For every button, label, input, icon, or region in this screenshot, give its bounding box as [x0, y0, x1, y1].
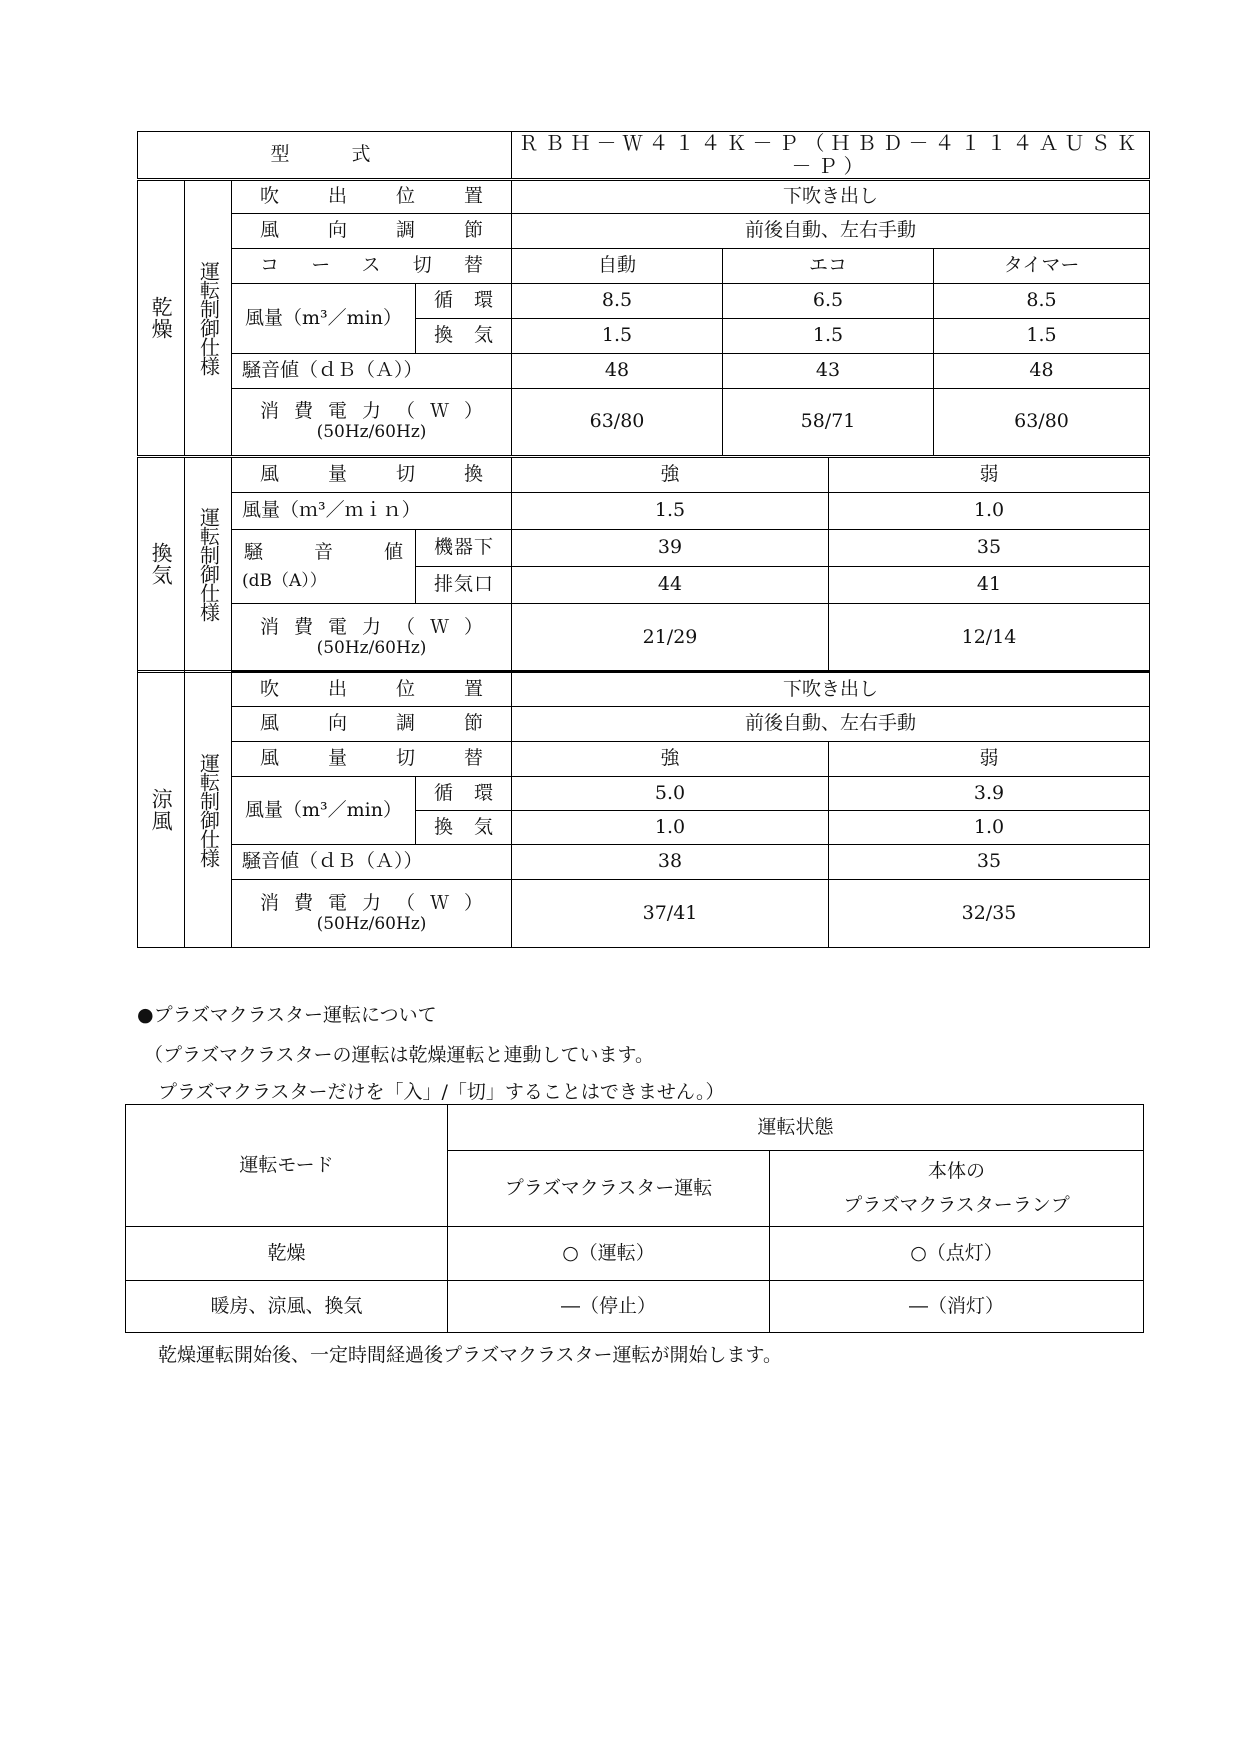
cool-vent-label: 換 気 [416, 811, 512, 845]
dry-power-value: 63/80 [512, 389, 723, 457]
dry-circ-value: 6.5 [723, 284, 934, 319]
cool-direction-value: 前後自動、左右手動 [512, 707, 1150, 742]
vent-below-label: 機器下 [416, 530, 512, 567]
vent-noise-unit: (dB（A）） [242, 570, 327, 591]
cool-vent-value: 1.0 [829, 811, 1150, 845]
cool-volume-switch-label: 風量切替 [232, 742, 512, 777]
cool-control-label: 運転制御仕様 [185, 672, 232, 948]
vent-power-label: 消費電力（Ｗ） [260, 615, 484, 638]
vent-mode-strong: 強 [512, 457, 829, 493]
plasma-state-header: 運転状態 [448, 1105, 1144, 1151]
dry-power-label-cell [232, 389, 512, 457]
plasma-row-lamp: ―（消灯） [770, 1281, 1144, 1333]
cool-airflow-label: 風量（m³／min） [232, 777, 416, 845]
cool-power-label: 消費電力（Ｗ） [260, 891, 484, 914]
vent-volume-switch-label: 風量切換 [232, 457, 512, 493]
vent-exhaust-value: 41 [829, 567, 1150, 604]
cool-outlet-label: 吹出位置 [232, 672, 512, 707]
plasma-lamp-header-line1: 本体の [928, 1159, 986, 1182]
dry-circ-label: 循 環 [416, 284, 512, 319]
vent-airflow-value: 1.5 [512, 493, 829, 530]
cool-circ-value: 3.9 [829, 777, 1150, 811]
model-label: 型 式 [138, 132, 512, 180]
dry-circ-value: 8.5 [934, 284, 1150, 319]
vent-airflow-value: 1.0 [829, 493, 1150, 530]
cool-outlet-value: 下吹き出し [512, 672, 1150, 707]
plasma-row-lamp: ○（点灯） [770, 1227, 1144, 1281]
dry-circ-value: 8.5 [512, 284, 723, 319]
dry-power-value: 58/71 [723, 389, 934, 457]
cool-noise-label: 騒音値（ｄＢ（Ａ）） [232, 845, 512, 880]
plasma-row-op: ○（運転） [448, 1227, 770, 1281]
plasma-footer-note: 乾燥運転開始後、一定時間経過後プラズマクラスター運転が開始します。 [158, 1344, 782, 1366]
plasma-lamp-header-cell [770, 1151, 1144, 1227]
vent-exhaust-label: 排気口 [416, 567, 512, 604]
dry-power-label: 消費電力（Ｗ） [260, 400, 484, 423]
cool-noise-value: 35 [829, 845, 1150, 880]
dry-vent-value: 1.5 [512, 319, 723, 354]
dry-outlet-value: 下吹き出し [512, 180, 1150, 214]
vent-power-value: 21/29 [512, 604, 829, 672]
spec-table [137, 131, 1150, 948]
table-row [126, 1281, 1144, 1333]
vent-airflow-label: 風量（ｍ³／ｍｉｎ） [232, 493, 512, 530]
vent-power-hz: (50Hz/60Hz) [316, 637, 427, 658]
dry-vent-value: 1.5 [934, 319, 1150, 354]
dry-vent-value: 1.5 [723, 319, 934, 354]
dry-course-eco: エコ [723, 249, 934, 284]
vent-control-label: 運転制御仕様 [185, 457, 232, 672]
plasma-table [125, 1104, 1144, 1333]
plasma-row-mode: 乾燥 [126, 1227, 448, 1281]
cool-mode-weak: 弱 [829, 742, 1150, 777]
vent-mode-weak: 弱 [829, 457, 1150, 493]
plasma-heading: ●プラズマクラスター運転について [137, 1004, 437, 1026]
vent-noise-label: 騒 音 値 [244, 540, 403, 563]
dry-vent-label: 換 気 [416, 319, 512, 354]
cool-mode-strong: 強 [512, 742, 829, 777]
dry-course-timer: タイマー [934, 249, 1150, 284]
dry-power-value: 63/80 [934, 389, 1150, 457]
vent-noise-label-cell [232, 530, 416, 604]
cool-power-label-cell [232, 880, 512, 948]
plasma-lamp-header-line2: プラズマクラスターランプ [843, 1193, 1070, 1216]
model-value: ＲＢＨ－Ｗ４１４Ｋ－Ｐ（ＨＢＤ－４１１４ＡＵＳＫ－Ｐ） [512, 132, 1150, 180]
cool-power-value: 32/35 [829, 880, 1150, 948]
table-row [126, 1227, 1144, 1281]
dry-noise-label: 騒音値（ｄＢ（Ａ）） [232, 354, 512, 389]
plasma-note-line1: （プラズマクラスターの運転は乾燥運転と連動しています。 [144, 1044, 654, 1066]
cool-circ-label: 循 環 [416, 777, 512, 811]
cool-power-value: 37/41 [512, 880, 829, 948]
cool-section-label: 涼風 [138, 672, 185, 948]
plasma-row-op: ―（停止） [448, 1281, 770, 1333]
plasma-op-header: プラズマクラスター運転 [448, 1151, 770, 1227]
plasma-row-mode: 暖房、涼風、換気 [126, 1281, 448, 1333]
cool-vent-value: 1.0 [512, 811, 829, 845]
dry-airflow-label: 風量（m³／min） [232, 284, 416, 354]
dry-course-label: コース切替 [232, 249, 512, 284]
vent-below-value: 35 [829, 530, 1150, 567]
dry-direction-label: 風向調節 [232, 214, 512, 249]
vent-power-label-cell [232, 604, 512, 672]
dry-section-label: 乾燥 [138, 180, 185, 457]
vent-exhaust-value: 44 [512, 567, 829, 604]
dry-control-label: 運転制御仕様 [185, 180, 232, 457]
plasma-note-line2: プラズマクラスターだけを「入」/「切」することはできません。） [158, 1081, 725, 1103]
dry-course-auto: 自動 [512, 249, 723, 284]
vent-below-value: 39 [512, 530, 829, 567]
dry-direction-value: 前後自動、左右手動 [512, 214, 1150, 249]
vent-power-value: 12/14 [829, 604, 1150, 672]
vent-section-label: 換気 [138, 457, 185, 672]
cool-direction-label: 風向調節 [232, 707, 512, 742]
cool-noise-value: 38 [512, 845, 829, 880]
dry-power-hz: (50Hz/60Hz) [316, 422, 427, 443]
dry-noise-value: 43 [723, 354, 934, 389]
dry-outlet-label: 吹出位置 [232, 180, 512, 214]
cool-power-hz: (50Hz/60Hz) [316, 913, 427, 934]
dry-noise-value: 48 [934, 354, 1150, 389]
cool-circ-value: 5.0 [512, 777, 829, 811]
plasma-mode-header: 運転モード [126, 1105, 448, 1227]
dry-noise-value: 48 [512, 354, 723, 389]
